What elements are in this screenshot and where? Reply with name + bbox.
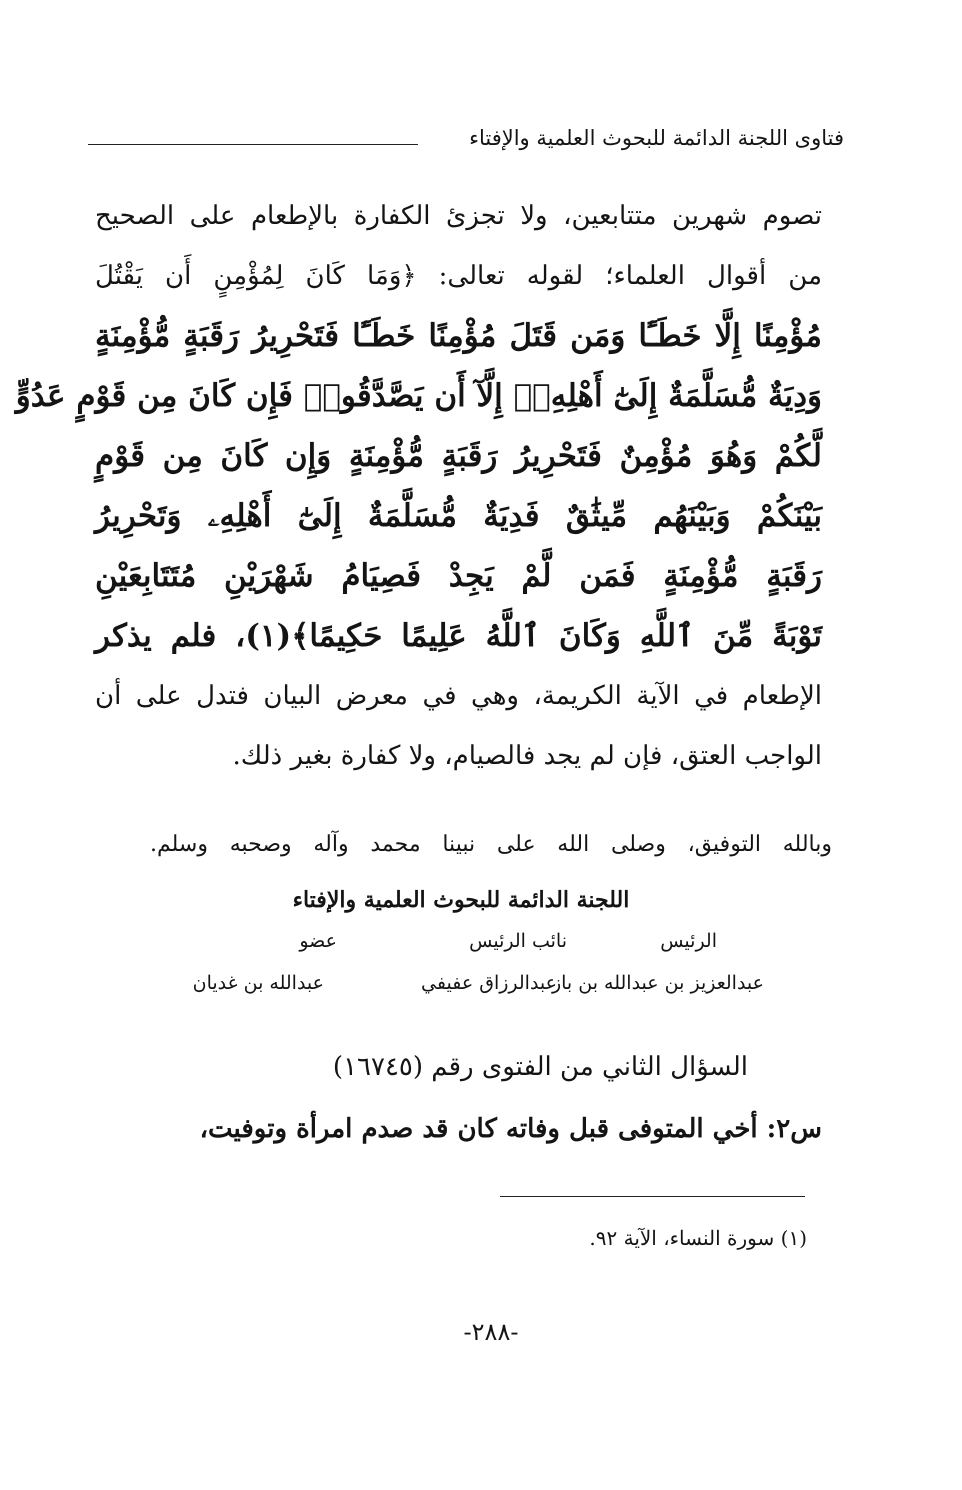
name-chairman: عبدالعزيز بن عبدالله بن باز — [551, 972, 764, 994]
header-rule — [88, 144, 418, 145]
page-number: -٢٨٨- — [463, 1318, 519, 1346]
text-line: من أقوال العلماء؛ لقوله تعالى: ﴿وَمَا كَانَ لِمُؤْمِنٍ أَن يَقْتُلَ — [95, 261, 822, 291]
text-line: تصوم شهرين متتابعين، ولا تجزئ الكفارة بالإطعام على الصحيح — [95, 201, 822, 231]
role-chairman: الرئيس — [660, 930, 717, 952]
book-title: فتاوى اللجنة الدائمة للبحوث العلمية والإفتاء — [469, 126, 844, 150]
question-text: س٢: أخي المتوفى قبل وفاته كان قد صدم امرأة وتوفيت، — [199, 1114, 822, 1144]
text-line: الواجب العتق، فإن لم يجد فالصيام، ولا كفارة بغير ذلك. — [232, 741, 822, 771]
role-member: عضو — [299, 930, 337, 952]
quran-verse-line: وَدِيَةٌ مُّسَلَّمَةٌ إِلَىٰٓ أَهْلِهِۦٓ إِلَّآ أَن يَصَّدَّقُوا۟ فَإِن كَانَ مِن قَوْمٍ عَدُوٍّ — [15, 378, 822, 414]
name-member: عبدالله بن غديان — [192, 972, 324, 994]
quran-verse-line: رَقَبَةٍ مُّؤْمِنَةٍ فَمَن لَّمْ يَجِدْ فَصِيَامُ شَهْرَيْنِ مُتَتَابِعَيْنِ — [95, 558, 822, 594]
body-text — [15, 186, 823, 786]
quran-verse-line: لَّكُمْ وَهُوَ مُؤْمِنٌ فَتَحْرِيرُ رَقَبَةٍ مُّؤْمِنَةٍ وَإِن كَانَ مِن قَوْمٍ — [95, 438, 822, 474]
name-deputy-chairman: عبدالرزاق عفيفي — [421, 972, 557, 994]
signatory-names — [0, 972, 962, 1012]
question-heading: السؤال الثاني من الفتوى رقم (١٦٧٤٥) — [332, 1052, 748, 1082]
role-deputy-chairman: نائب الرئيس — [469, 930, 567, 952]
signatory-roles — [0, 930, 962, 970]
running-header — [88, 126, 844, 166]
quran-verse-line: مُؤْمِنًا إِلَّا خَطَـًٔا وَمَن قَتَلَ مُؤْمِنًا خَطَـًٔا فَتَحْرِيرُ رَقَبَةٍ مُّؤْمِنَةٍ — [95, 318, 822, 354]
footnote: (١) سورة النساء، الآية ٩٢. — [589, 1226, 807, 1250]
quran-verse-line: تَوْبَةً مِّنَ ٱللَّهِ وَكَانَ ٱللَّهُ عَلِيمًا حَكِيمًا﴾(١)، فلم يذكر — [95, 618, 823, 654]
quran-verse-line: بَيْنَكُمْ وَبَيْنَهُم مِّيثَٰقٌ فَدِيَةٌ مُّسَلَّمَةٌ إِلَىٰٓ أَهْلِهِۦ وَتَحْرِيرُ — [95, 498, 822, 534]
committee-name: اللجنة الدائمة للبحوث العلمية والإفتاء — [292, 887, 630, 913]
text-line: الإطعام في الآية الكريمة، وهي في معرض البيان فتدل على أن — [95, 681, 822, 711]
footnote-rule — [500, 1196, 805, 1197]
closing-prayer: وبالله التوفيق، وصلى الله على نبينا محمد وآله وصحبه وسلم. — [150, 832, 832, 857]
